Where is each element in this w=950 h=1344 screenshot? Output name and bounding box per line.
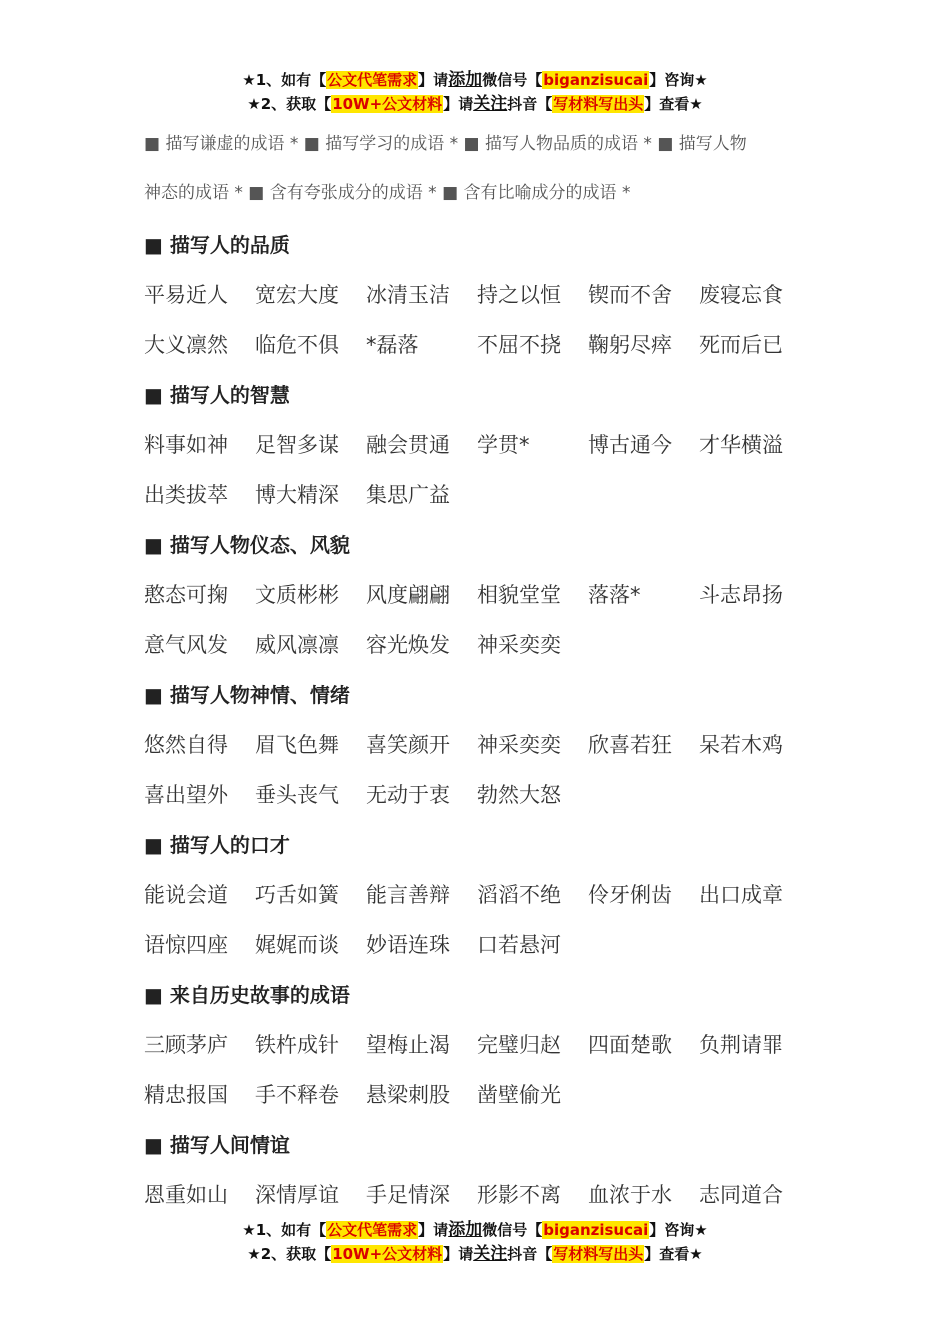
idiom-row [144, 470, 824, 520]
idiom: 巧舌如簧 [255, 883, 339, 907]
idiom: 出口成章 [699, 883, 783, 907]
promo-emphasis: 关注 [473, 1244, 508, 1264]
idiom: 鞠躬尽瘁 [588, 333, 672, 357]
idiom: 集思广益 [366, 483, 450, 507]
idiom: 临危不俱 [255, 333, 339, 357]
promo-line-1 [0, 1218, 950, 1242]
promo-text: 抖音【 [507, 1245, 553, 1263]
idiom: 憨态可掬 [144, 583, 228, 607]
promo-text: ★2、获取【 [247, 1245, 332, 1263]
promo-text: 微信号【 [482, 1221, 543, 1239]
promo-highlight: 10W+公文材料 [332, 1245, 443, 1263]
idiom: 冰清玉洁 [366, 283, 450, 307]
idiom: 宽宏大度 [255, 283, 339, 307]
idiom: 悬梁刺股 [366, 1083, 450, 1107]
idiom: 眉飞色舞 [255, 733, 339, 757]
idiom: 喜笑颜开 [366, 733, 450, 757]
idiom: 四面楚歌 [588, 1033, 672, 1057]
section-heading: ■ 描写人间情谊 [144, 1133, 290, 1157]
idiom: 锲而不舍 [588, 283, 672, 307]
idiom: 无动于衷 [366, 783, 450, 807]
idiom: 博大精深 [255, 483, 339, 507]
idiom: 勃然大怒 [477, 783, 561, 807]
idiom: 废寝忘食 [699, 283, 783, 307]
idiom: 手不释卷 [255, 1083, 339, 1107]
idiom: 料事如神 [144, 433, 228, 457]
idiom: 铁杵成针 [255, 1033, 339, 1057]
section-heading: ■ 来自历史故事的成语 [144, 983, 350, 1007]
idiom: 血浓于水 [588, 1183, 672, 1207]
idiom-sections [144, 220, 824, 1220]
idiom: 语惊四座 [144, 933, 228, 957]
idiom: 娓娓而谈 [255, 933, 339, 957]
promo-text: 抖音【 [507, 95, 553, 113]
promo-text: ★1、如有【 [242, 71, 327, 89]
idiom: 负荆请罪 [699, 1033, 783, 1057]
promo-text: 】咨询★ [649, 71, 708, 89]
promo-footer [0, 1218, 950, 1266]
idiom: 文质彬彬 [255, 583, 339, 607]
idiom-row [144, 570, 824, 620]
idiom: 不屈不挠 [477, 333, 561, 357]
idiom-row [144, 320, 824, 370]
idiom-row [144, 1020, 824, 1070]
promo-emphasis: 添加 [448, 70, 483, 90]
idiom-row [144, 620, 824, 670]
promo-text: 】请 [418, 1221, 449, 1239]
idiom: 三顾茅庐 [144, 1033, 228, 1057]
promo-text: ★2、获取【 [247, 95, 332, 113]
idiom: 完璧归赵 [477, 1033, 561, 1057]
topic-list-line: ■ 描写谦虚的成语 * ■ 描写学习的成语 * ■ 描写人物品质的成语 * ■ 描写人物 [144, 134, 747, 154]
idiom: 平易近人 [144, 283, 228, 307]
idiom: 大义凛然 [144, 333, 228, 357]
idiom: 足智多谋 [255, 433, 339, 457]
idiom-row [144, 420, 824, 470]
idiom: 死而后已 [699, 333, 783, 357]
idiom: 持之以恒 [477, 283, 561, 307]
section-heading: ■ 描写人的品质 [144, 233, 290, 257]
idiom: 能说会道 [144, 883, 228, 907]
idiom: 口若悬河 [477, 933, 561, 957]
promo-text: 】请 [418, 71, 449, 89]
idiom: 能言善辩 [366, 883, 450, 907]
idiom: 欣喜若狂 [588, 733, 672, 757]
idiom-row [144, 1070, 824, 1120]
promo-text: 】咨询★ [649, 1221, 708, 1239]
promo-text: 微信号【 [482, 71, 543, 89]
promo-emphasis: 关注 [473, 94, 508, 114]
idiom: 恩重如山 [144, 1183, 228, 1207]
promo-highlight: 公文代笔需求 [327, 1221, 418, 1239]
idiom: 滔滔不绝 [477, 883, 561, 907]
idiom-row [144, 270, 824, 320]
section-heading: ■ 描写人物神情、情绪 [144, 683, 350, 707]
idiom-row [144, 770, 824, 820]
promo-emphasis: 添加 [448, 1220, 483, 1240]
promo-header [0, 68, 950, 116]
idiom: 神采奕奕 [477, 733, 561, 757]
promo-line-2 [0, 1242, 950, 1266]
idiom: 相貌堂堂 [477, 583, 561, 607]
promo-text: 】请 [443, 1245, 474, 1263]
idiom: 喜出望外 [144, 783, 228, 807]
idiom: 望梅止渴 [366, 1033, 450, 1057]
section-heading: ■ 描写人的口才 [144, 833, 290, 857]
idiom: 落落* [588, 583, 641, 607]
section-heading: ■ 描写人物仪态、风貌 [144, 533, 350, 557]
idiom: 妙语连珠 [366, 933, 450, 957]
idiom: 斗志昂扬 [699, 583, 783, 607]
idiom: 凿壁偷光 [477, 1083, 561, 1107]
idiom: 出类拔萃 [144, 483, 228, 507]
idiom: 学贯* [477, 433, 530, 457]
idiom: 悠然自得 [144, 733, 228, 757]
idiom: 形影不离 [477, 1183, 561, 1207]
promo-text: ★1、如有【 [242, 1221, 327, 1239]
idiom: *磊落 [366, 333, 419, 357]
idiom: 垂头丧气 [255, 783, 339, 807]
promo-highlight: 公文代笔需求 [327, 71, 418, 89]
douyin-id-highlight: 写材料写出头 [553, 1245, 644, 1263]
wechat-id-highlight: biganzisucai [543, 1221, 649, 1239]
idiom: 呆若木鸡 [699, 733, 783, 757]
promo-text: 】请 [443, 95, 474, 113]
idiom: 融会贯通 [366, 433, 450, 457]
idiom-row [144, 720, 824, 770]
idiom: 伶牙俐齿 [588, 883, 672, 907]
idiom: 才华横溢 [699, 433, 783, 457]
idiom-row [144, 920, 824, 970]
section-heading: ■ 描写人的智慧 [144, 383, 290, 407]
idiom: 志同道合 [699, 1183, 783, 1207]
wechat-id-highlight: biganzisucai [543, 71, 649, 89]
idiom-row [144, 870, 824, 920]
promo-line-1 [0, 68, 950, 92]
promo-highlight: 10W+公文材料 [332, 95, 443, 113]
promo-text: 】查看★ [644, 1245, 703, 1263]
topic-list-line: 神态的成语 * ■ 含有夸张成分的成语 * ■ 含有比喻成分的成语 * [144, 183, 631, 203]
idiom: 容光焕发 [366, 633, 450, 657]
douyin-id-highlight: 写材料写出头 [553, 95, 644, 113]
promo-text: 】查看★ [644, 95, 703, 113]
idiom: 博古通今 [588, 433, 672, 457]
promo-line-2 [0, 92, 950, 116]
idiom: 风度翩翩 [366, 583, 450, 607]
idiom: 深情厚谊 [255, 1183, 339, 1207]
idiom: 精忠报国 [144, 1083, 228, 1107]
idiom: 手足情深 [366, 1183, 450, 1207]
idiom-row [144, 1170, 824, 1220]
topic-list [144, 120, 804, 218]
idiom: 意气风发 [144, 633, 228, 657]
idiom: 神采奕奕 [477, 633, 561, 657]
idiom: 威风凛凛 [255, 633, 339, 657]
